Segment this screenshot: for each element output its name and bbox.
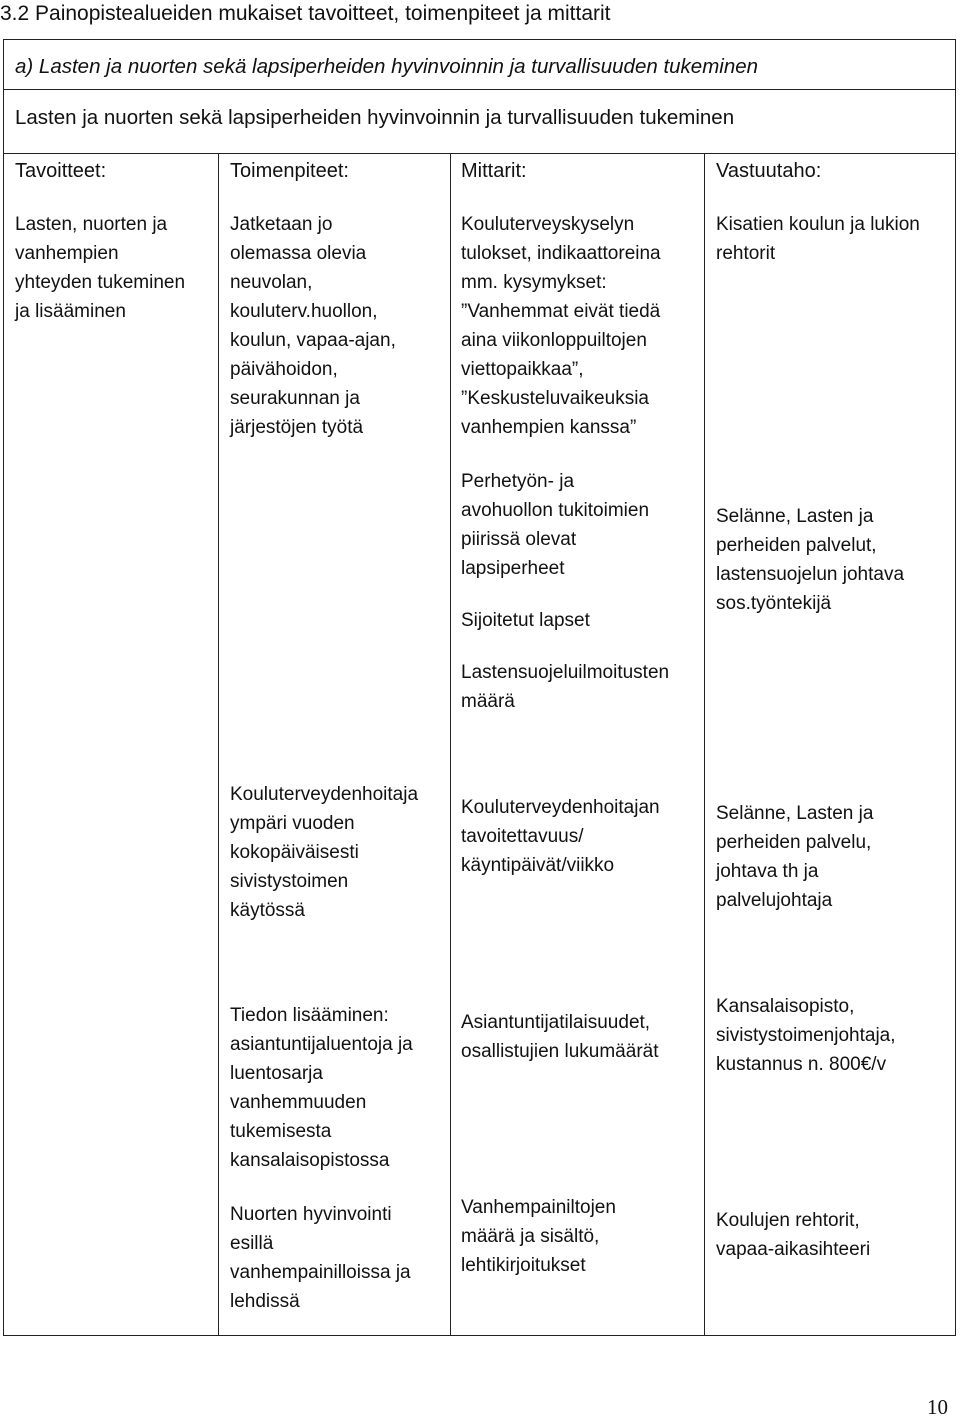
column-header-responsible: Vastuutaho: [716, 160, 822, 182]
table-title: Lasten ja nuorten sekä lapsiperheiden hyvinvoinnin ja turvallisuuden tukeminen [15, 106, 735, 129]
row1-goal: Lasten, nuorten ja vanhempien yhteyden tukeminen ja lisääminen [15, 214, 186, 322]
column-header-goals: Tavoitteet: [15, 160, 107, 182]
column-header-metrics: Mittarit: [461, 160, 527, 182]
row3-metric-lectures: Asiantuntijatilaisuudet, osallistujien lukumäärät [461, 1012, 659, 1062]
row3-action-lectures: Tiedon lisääminen: asiantuntijaluentoja ja luentosarja vanhemmuuden tukemisesta kansalaisopistossa [230, 1005, 413, 1171]
column-rule [450, 153, 451, 1335]
column-header-actions: Toimenpiteet: [230, 160, 349, 182]
row2-action: Kouluterveydenhoitaja ympäri vuoden kokopäiväisesti sivistystoimen käytössä [230, 784, 419, 921]
table-rule [4, 153, 955, 154]
row2-metric: Kouluterveydenhoitajan tavoitettavuus/ käyntipäivät/viikko [461, 797, 660, 876]
row3-responsible-parent-evenings: Koulujen rehtorit, vapaa-aikasihteeri [716, 1210, 871, 1260]
column-rule [218, 153, 219, 1335]
table-rule [4, 89, 955, 90]
measures-table [3, 39, 956, 1336]
row3-action-parent-evenings: Nuorten hyvinvointi esillä vanhempainilloissa ja lehdissä [230, 1204, 411, 1312]
column-rule [704, 153, 705, 1335]
page-number: 10 [927, 1395, 948, 1419]
row1-metric-placed-children: Sijoitetut lapset [461, 610, 590, 631]
row1-responsible-principals: Kisatien koulun ja lukion rehtorit [716, 214, 920, 264]
row1-metric-child-protection: Lastensuojeluilmoitusten määrä [461, 662, 670, 712]
row1-responsible-family-services: Selänne, Lasten ja perheiden palvelut, lastensuojelun johtava sos.työntekijä [716, 506, 905, 614]
row1-metric-family-support: Perhetyön- ja avohuollon tukitoimien piirissä olevat lapsiperheet [461, 471, 650, 579]
section-heading: 3.2 Painopistealueiden mukaiset tavoitteet, toimenpiteet ja mittarit [0, 2, 611, 25]
row3-metric-parent-evenings: Vanhempainiltojen määrä ja sisältö, lehtikirjoitukset [461, 1197, 616, 1276]
row3-responsible-lectures: Kansalaisopisto, sivistystoimenjohtaja, kustannus n. 800€/v [716, 996, 896, 1075]
row1-action: Jatketaan jo olemassa olevia neuvolan, kouluterv.huollon, koulun, vapaa-ajan, päivähoidon, seurakunnan ja järjestöjen työtä [230, 214, 396, 438]
row2-responsible: Selänne, Lasten ja perheiden palvelu, johtava th ja palvelujohtaja [716, 803, 874, 911]
table-subheading: a) Lasten ja nuorten sekä lapsiperheiden hyvinvoinnin ja turvallisuuden tukeminen [15, 55, 759, 78]
row1-metric-survey: Kouluterveyskyselyn tulokset, indikaattoreina mm. kysymykset: ”Vanhemmat eivät tiedä aina viikonloppuiltojen viettopaikkaa”, ”Keskusteluvaikeuksia vanhempien kanssa” [461, 214, 661, 438]
